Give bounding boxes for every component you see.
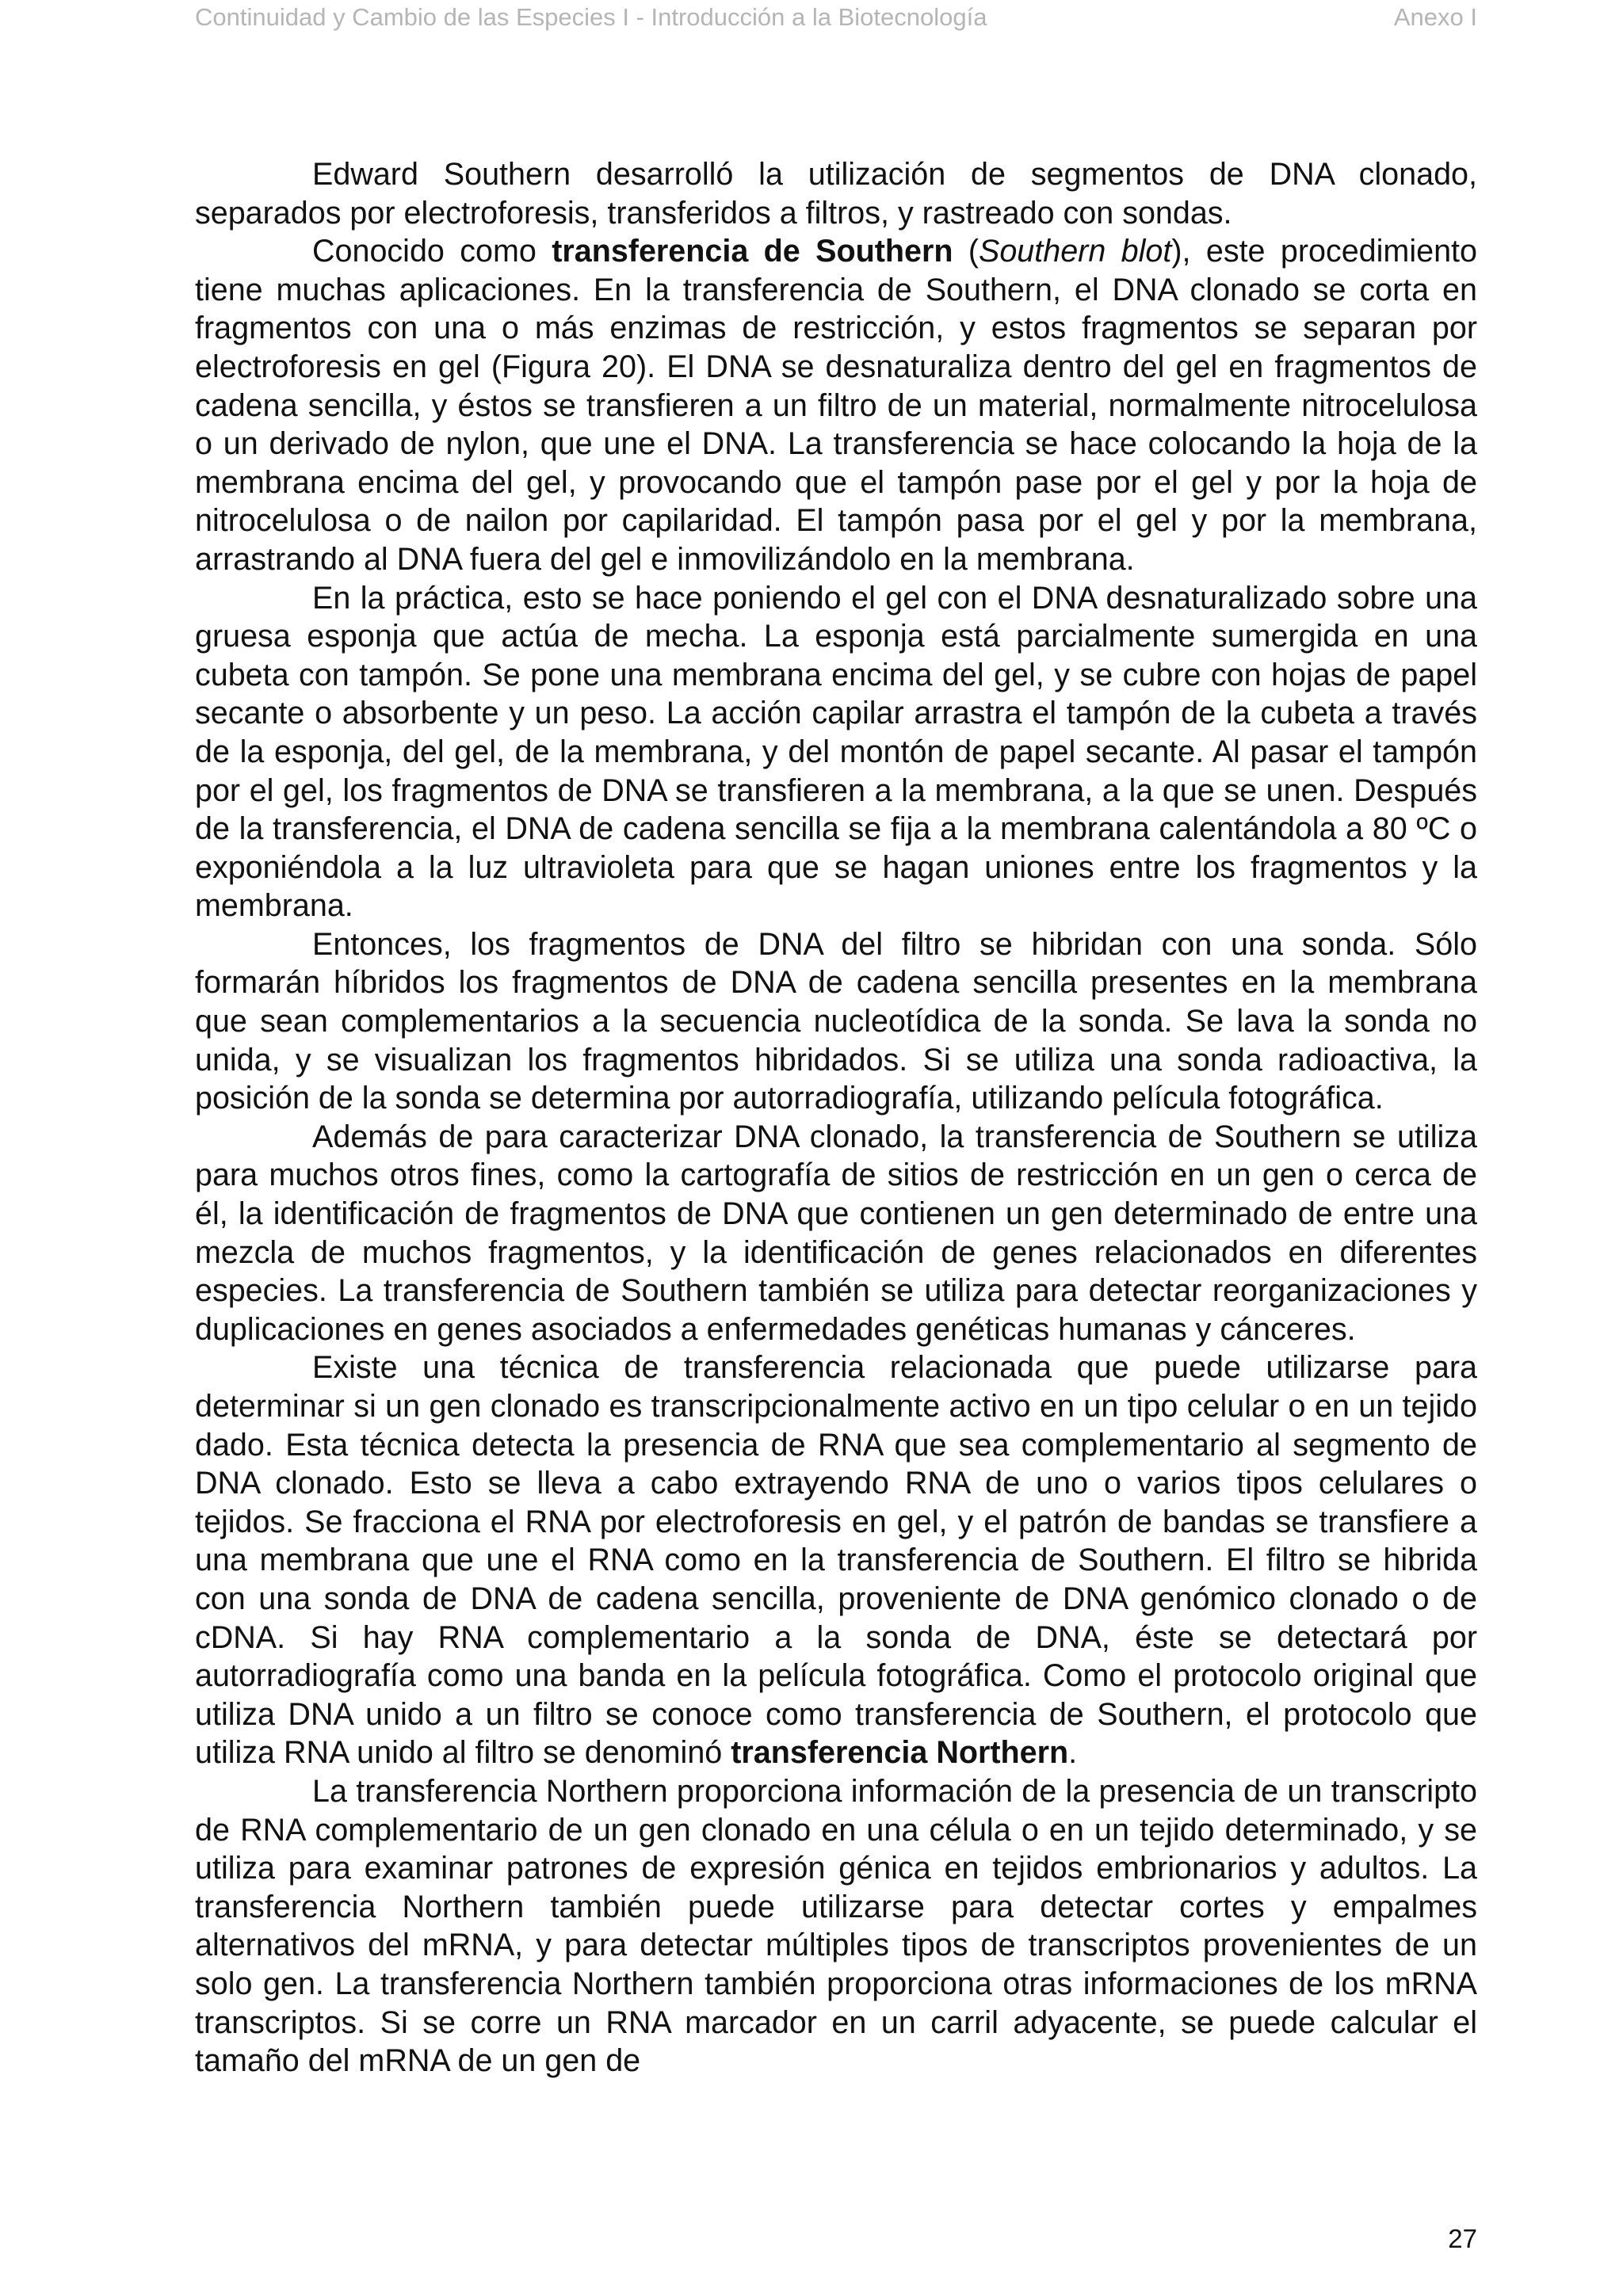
running-header bbox=[195, 2, 1477, 36]
paragraph-text: ), este procedimiento tiene muchas aplicaciones. En la transferencia de Southern, el DNA clonado se corta en fragmentos con una o más enzimas de restricción, y estos fragmentos se separan por electroforesis en gel (Figura 20). El DNA se desnaturaliza dentro del gel en fragmentos de cadena sencilla, y éstos se transfieren a un filtro de un material, normalmente nitrocelulosa o un derivado de nylon, que une el DNA. La transferencia se hace colocando la hoja de la membrana encima del gel, y provocando que el tampón pase por el gel y por la hoja de nitrocelulosa o de nailon por capilaridad. El tampón pasa por el gel y por la membrana, arrastrando al DNA fuera del gel e inmovilizándolo en la membrana. bbox=[195, 234, 1477, 577]
page-number: 27 bbox=[1448, 2224, 1477, 2253]
bold-term-northern-blot: transferencia Northern bbox=[731, 1735, 1069, 1771]
paragraph-text: Existe una técnica de transferencia relacionada que puede utilizarse para determinar si un gen clonado es transcripcionalmente activo en un tipo celular o en un tejido dado. Esta técnica detecta la presencia de RNA que sea complementario al segmento de DNA clonado. Esto se lleva a cabo extrayendo RNA de uno o varios tipos celulares o tejidos. Se fracciona el RNA por electroforesis en gel, y el patrón de bandas se transfiere a una membrana que une el RNA como en la transferencia de Southern. El filtro se hibrida con una sonda de DNA de cadena sencilla, proveniente de DNA genómico clonado o de cDNA. Si hay RNA complementario a la sonda de DNA, éste se detectará por autorradiografía como una banda en la película fotográfica. Como el protocolo original que utiliza DNA unido a un filtro se conoce como transferencia de Southern, el protocolo que utiliza RNA unido al filtro se denominó bbox=[195, 1350, 1477, 1771]
paragraph-text: Entonces, los fragmentos de DNA del filtro se hibridan con una sonda. Sólo formarán híbridos los fragmentos de DNA de cadena sencilla presentes en la membrana que sean complementarios a la secuencia nucleotídica de la sonda. Se lava la sonda no unida, y se visualizan los fragmentos hibridados. Si se utiliza una sonda radioactiva, la posición de la sonda se determina por autorradiografía, utilizando película fotográfica. bbox=[195, 926, 1477, 1116]
paragraph-5 bbox=[195, 1118, 1477, 1349]
paragraph-text: Edward Southern desarrolló la utilización de segmentos de DNA clonado, separados por electroforesis, transferidos a filtros, y rastreado con sondas. bbox=[195, 157, 1477, 231]
paragraph-text: ( bbox=[953, 234, 979, 269]
paragraph-7 bbox=[195, 1772, 1477, 2081]
paragraph-text: Además de para caracterizar DNA clonado, la transferencia de Southern se utiliza para muchos otros fines, como la cartografía de sitios de restricción en un gen o cerca de él, la identificación de fragmentos de DNA que contienen un gen determinado de entre una mezcla de muchos fragmentos, y la identificación de genes relacionados en diferentes especies. La transferencia de Southern también se utiliza para detectar reorganizaciones y duplicaciones en genes asociados a enfermedades genéticas humanas y cánceres. bbox=[195, 1119, 1477, 1347]
paragraph-2 bbox=[195, 232, 1477, 578]
paragraph-3 bbox=[195, 579, 1477, 925]
paragraph-text: . bbox=[1068, 1735, 1078, 1771]
body-text bbox=[195, 155, 1477, 2081]
italic-term-southern-blot: Southern blot bbox=[978, 234, 1172, 269]
bold-term-southern-blot: transferencia de Southern bbox=[552, 234, 953, 269]
paragraph-text: Conocido como bbox=[312, 234, 552, 269]
header-section: Anexo I bbox=[1393, 3, 1477, 31]
paragraph-6 bbox=[195, 1348, 1477, 1772]
header-title: Continuidad y Cambio de las Especies I - Introducción a la Biotecnología bbox=[195, 3, 987, 31]
paragraph-text: La transferencia Northern proporciona información de la presencia de un transcripto de RNA complementario de un gen clonado en una célula o en un tejido determinado, y se utiliza para examinar patrones de expresión génica en tejidos embrionarios y adultos. La transferencia Northern también puede utilizarse para detectar cortes y empalmes alternativos del mRNA, y para detectar múltiples tipos de transcriptos provenientes de un solo gen. La transferencia Northern también proporciona otras informaciones de los mRNA transcriptos. Si se corre un RNA marcador en un carril adyacente, se puede calcular el tamaño del mRNA de un gen de bbox=[195, 1773, 1477, 2079]
paragraph-4 bbox=[195, 925, 1477, 1118]
paragraph-1 bbox=[195, 155, 1477, 232]
paragraph-text: En la práctica, esto se hace poniendo el gel con el DNA desnaturalizado sobre una gruesa esponja que actúa de mecha. La esponja está parcialmente sumergida en una cubeta con tampón. Se pone una membrana encima del gel, y se cubre con hojas de papel secante o absorbente y un peso. La acción capilar arrastra el tampón de la cubeta a través de la esponja, del gel, de la membrana, y del montón de papel secante. Al pasar el tampón por el gel, los fragmentos de DNA se transfieren a la membrana, a la que se unen. Después de la transferencia, el DNA de cadena sencilla se fija a la membrana calentándola a 80 ºC o exponiéndola a la luz ultravioleta para que se hagan uniones entre los fragmentos y la membrana. bbox=[195, 580, 1477, 924]
